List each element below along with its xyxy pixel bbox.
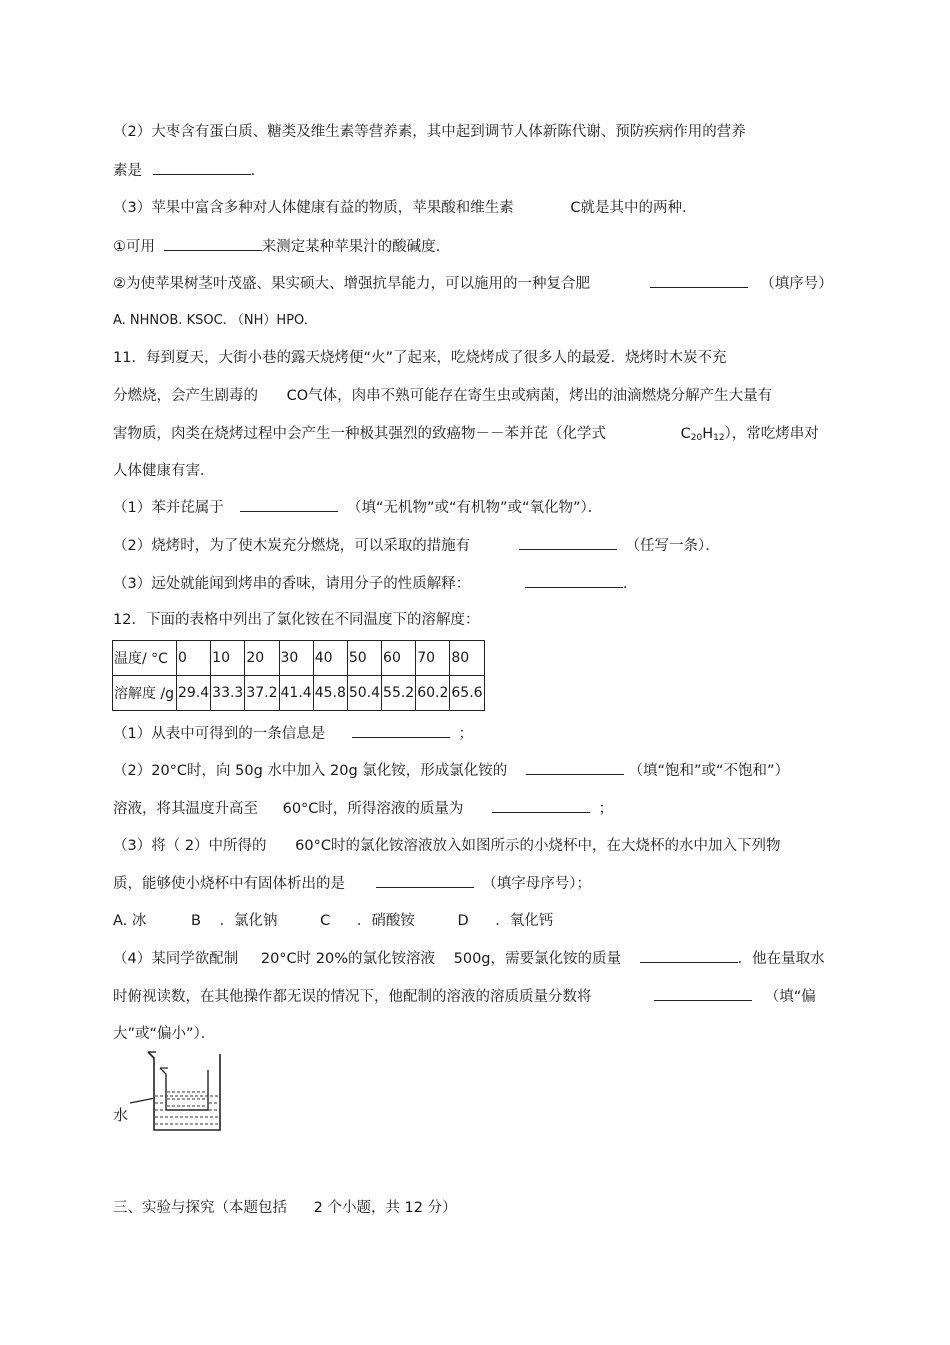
q10-p2-line1: （2）大枣含有蛋白质、糖类及维生素等营养素，其中起到调节人体新陈代谢、预防疾病作用的营养 [113,124,746,140]
table-cell: 70 [416,641,450,676]
q12-p2-a: （2）20°C时，向 50g 水中加入 20g 氯化铵，形成氯化铵的 [113,763,508,779]
q12-title: 12．下面的表格中列出了氯化铵在不同温度下的溶解度： [113,612,480,628]
q12-p2-line2 [113,798,613,819]
table-cell: 60.2 [416,676,450,711]
table-cell: 30 [279,641,313,676]
answer-blank [376,873,474,888]
q12-p3-b: 60°C时的氯化铵溶液放入如图所示的小烧杯中，在大烧杯的水中加入下列物 [295,838,781,854]
q11-p2-b: （任写一条）． [625,538,720,554]
table-header-solubility: 溶解度 /g [113,676,177,711]
table-cell: 20 [245,641,279,676]
q10-options: A. NHNOB. KSOC. （NH）HPO. [113,313,308,328]
option-d: D [457,913,469,929]
answer-blank [164,236,262,251]
table-row [113,641,485,676]
q10-sub2-b: （填序号） [760,276,833,292]
figure-label-water: 水 [113,1106,129,1124]
q11-p2 [113,535,720,556]
q12-p1-a: （1）从表中可得到的一条信息是 [113,726,326,742]
table-cell: 37.2 [245,676,279,711]
answer-blank [492,798,590,813]
table-header-temperature: 温度/ °C [113,641,177,676]
q12-p4-line3: 大”或“偏小”）． [113,1026,216,1042]
q10-p2-end: . [250,163,256,179]
section3-title [113,1198,457,1218]
table-cell: 45.8 [313,676,347,711]
q12-p4-c: 500g，需要氯化铵的质量 [453,951,622,967]
q12-p4-f: （填“偏 [764,989,816,1005]
q11-line2 [113,386,772,406]
q11-line2-b: CO气体，肉串不熟可能存在寄生虫或病菌，烤出的油滴燃烧分解产生大量有 [286,388,773,404]
q12-p4-a: （4）某同学欲配制 [113,951,239,967]
q11-line4: 人体健康有害． [113,463,215,479]
q12-p3-d: （填字母序号）； [482,876,591,892]
q12-p3-a: （3）将（ 2）中所得的 [113,838,267,854]
q12-p2-b: （填“饱和”或“不饱和”） [628,763,790,779]
q12-p1-b: ； [458,726,473,742]
q10-sub1-a: ①可用 [113,239,155,255]
option-b: B [191,913,201,929]
answer-blank [654,986,752,1001]
answer-blank [650,273,748,288]
q11-p1-b: （填“无机物”或“有机物”或“氧化物”）． [346,500,603,516]
table-cell: 50 [347,641,381,676]
option-a: A. 冰 [113,913,147,929]
q10-p3-line [113,198,687,218]
q11-p1-a: （1）苯并芘属于 [113,500,224,516]
q12-p2-d: 60°C时，所得溶液的质量为 [282,801,464,817]
beaker-figure [108,1048,238,1138]
q10-p2-text: 素是 [113,163,142,179]
answer-blank [526,760,624,775]
answer-blank [519,535,617,550]
answer-blank [525,573,623,588]
table-cell: 41.4 [279,676,313,711]
q12-p3-c: 质，能够使小烧杯中有固体析出的是 [113,876,345,892]
answer-blank [240,497,338,512]
q11-p3-b: . [622,576,628,592]
table-cell: 55.2 [382,676,416,711]
q10-p3-sub2 [113,273,833,294]
table-cell: 10 [211,641,245,676]
table-cell: 33.3 [211,676,245,711]
q12-p4-line1 [113,948,825,969]
option-c: C [320,913,331,929]
table-cell: 65.6 [450,676,484,711]
q12-p3-line2 [113,873,591,894]
q12-p4-e: 时俯视读数，在其他操作都无误的情况下，他配制的溶液的溶质质量分数将 [113,989,592,1005]
table-cell: 50.4 [347,676,381,711]
answer-blank [640,948,738,963]
q12-p4-line2 [113,986,816,1007]
answer-blank [153,160,251,175]
q12-p2-line1 [113,760,789,781]
table-cell: 0 [177,641,211,676]
q10-sub2-a: ②为使苹果树茎叶茂盛、果实硕大、增强抗旱能力，可以施用的一种复合肥 [113,276,590,292]
q12-options [113,911,553,931]
q12-p3-line1 [113,836,781,856]
section3-title-b: 2 个小题，共 12 分） [313,1200,457,1216]
q10-p3-c: C就是其中的两种. [570,200,687,216]
q12-p2-e: ； [598,801,614,817]
q11-line1: 11．每到夏天，大街小巷的露天烧烤便“火”了起来，吃烧烤成了很多人的最爱．烧烤时木炭不充 [113,350,727,366]
option-d-text: ．氧化钙 [495,913,554,929]
q12-p4-b: 20°C时 20%的氯化铵溶液 [260,951,436,967]
q10-p2-line2 [113,160,255,181]
q11-p2-a: （2）烧烤时，为了使木炭充分燃烧，可以采取的措施有 [113,538,471,554]
q11-p3-a: （3）远处就能闻到烤串的香味，请用分子的性质解释： [113,576,471,592]
q11-p3 [113,573,627,594]
table-cell: 40 [313,641,347,676]
q10-sub1-b: 来测定某种苹果汁的酸碱度. [261,239,441,255]
q11-p1 [113,497,602,518]
benzopyrene-formula: $C_{20}H_{12}$ [680,426,725,443]
solubility-table [112,640,485,711]
q11-line2-a: 分燃烧，会产生剧毒的 [113,388,258,404]
q11-line3 [113,424,819,448]
q12-p4-d: ．他在量取水 [737,951,825,967]
option-c-text: ．硝酸铵 [356,913,415,929]
q10-p3-text: （3）苹果中富含多种对人体健康有益的物质，苹果酸和维生素 [113,200,514,216]
table-cell: 29.4 [177,676,211,711]
q12-p2-c: 溶液，将其温度升高至 [113,801,258,817]
table-cell: 80 [450,641,484,676]
q10-p3-sub1 [113,236,440,257]
section3-title-a: 三、实验与探究（本题包括 [113,1200,287,1216]
q11-line3-a: 害物质，肉类在烧烤过程中会产生一种极其强烈的致癌物－－苯并芘（化学式 [113,426,606,442]
option-b-text: ．氯化钠 [219,913,278,929]
answer-blank [352,723,450,738]
q12-p1 [113,723,473,744]
table-row [113,676,485,711]
table-cell: 60 [382,641,416,676]
q11-line3-b: ），常吃烤串对 [724,426,819,442]
